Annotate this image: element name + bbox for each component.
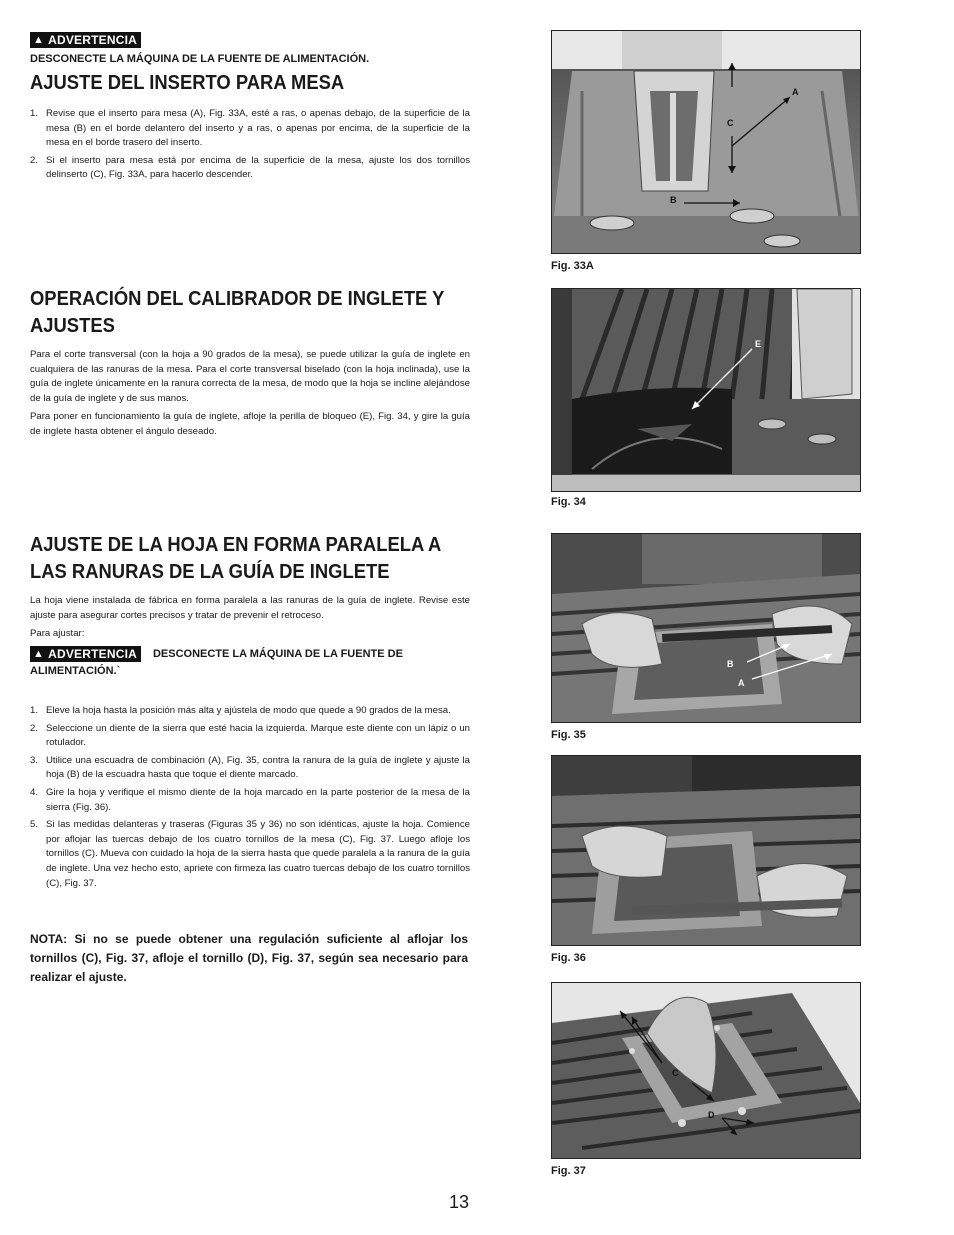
list-item: 2. Si el inserto para mesa está por encima de la superficie de la mesa, ajuste los dos tornillos delinserto (C), Fig. 33A, para hacerlo descender. [30,154,470,181]
disconnect-warning-text: DESCONECTE LA MÁQUINA DE LA FUENTE DE [152,648,403,660]
callout-label-b: B [727,659,734,669]
callout-label-d: D [708,1110,715,1120]
warning-badge: ▲ ADVERTENCIA [30,30,141,48]
page-number: 13 [449,1192,470,1212]
warning-triangle-icon: ▲ [33,648,45,660]
warning-badge: ▲ ADVERTENCIA [30,646,141,662]
section-title-insert: AJUSTE DEL INSERTO PARA MESA [30,72,345,94]
figure-34-caption: Fig. 34 [551,496,586,508]
blade-para-1: La hoja viene instalada de fábrica en forma paralela a las ranuras de la guía de inglete. Revise este ajuste para asegurar cortes precisos y tratar de prevenir el retroceso. [30,595,470,621]
callout-label-b: B [670,195,677,205]
figure-35-photo [551,533,861,723]
callout-label-c: C [727,118,734,128]
disconnect-warning-text: DESCONECTE LA MÁQUINA DE LA FUENTE DE ALIMENTACIÓN. [30,53,370,65]
blade-body [30,594,470,646]
figure-36-caption: Fig. 36 [551,952,586,964]
miter-para-1: Para el corte transversal (con la hoja a 90 grados de la mesa), se puede utilizar la guía de inglete en cualquiera de las ranuras de la mesa. Para el corte transversal biselado (con la hoja inclinada), use la guía de inglete únicamente en la ranura correcta de la mesa, de modo que la hoja se incline alejándose de la guía de inglete y de sus manos. [30,349,471,404]
figure-33a-caption: Fig. 33A [551,260,594,272]
callout-label-e: E [755,339,762,349]
blade-steps-list [30,704,470,894]
callout-label-a: A [792,87,799,97]
callout-label-a: A [738,678,745,688]
callout-label-c: C [672,1068,679,1078]
miter-body [30,348,470,444]
list-item: 5. Si las medidas delanteras y traseras (Figuras 35 y 36) no son idénticas, ajuste la hoja. Comience por aflojar las tuercas debajo de los cuatro tornillos de la mesa (C), Fig. 37. Luego afloje los tornillos (C). Mueva con cuidado la hoja de la sierra hasta que quede paralela a la ranura de la guía de inglete. Una vez hecho esto, apriete con firmeza las cuatro tuercas debajo de los cuatro tornillos (C), Fig. 37. [30,819,470,889]
list-item: 3. Utilice una escuadra de combinación (A), Fig. 35, contra la ranura de la guía de inglete y ajuste la hoja (B) de la escuadra hasta que toque el diente marcado. [30,754,470,781]
list-item: 1. Eleve la hoja hasta la posición más alta y ajústela de modo que quede a 90 grados de la mesa. [30,705,451,716]
figure-37-caption: Fig. 37 [551,1165,586,1177]
disconnect-warning-text-cont: ALIMENTACIÓN.` [30,665,121,677]
warning-triangle-icon: ▲ [33,34,45,46]
nota-paragraph: NOTA: Si no se puede obtener una regulación suficiente al aflojar los tornillos (C), Fig. 37, afloje el tornillo (D), Fig. 37, según sea necesario para realizar el ajuste. [30,932,468,984]
insert-steps-list [30,107,470,186]
warning-block-2 [30,646,470,678]
miter-para-2: Para poner en funcionamiento la guía de inglete, afloje la perilla de bloqueo (E), Fig. 34, y gire la guía de inglete hasta obtener el ángulo deseado. [30,411,470,437]
figure-33a-photo [551,30,861,254]
blade-para-2: Para ajustar: [30,628,85,640]
figure-37-photo [551,982,861,1159]
section-title-blade-parallel: AJUSTE DE LA HOJA EN FORMA PARALELA A LAS RANURAS DE LA GUÍA DE INGLETE [30,534,442,583]
figure-34-photo [551,288,861,492]
figure-36-photo [551,755,861,946]
list-item: 4. Gire la hoja y verifique el mismo diente de la hoja marcado en la parte posterior de la mesa de la sierra (Fig. 36). [30,786,470,813]
list-item: 1. Revise que el inserto para mesa (A), Fig. 33A, esté a ras, o apenas debajo, de la superficie de la mesa (B) en el borde delantero del inserto y a ras, o apenas por encima, de la superficie de la mesa en el borde trasero del inserto. [30,108,470,149]
figure-35-caption: Fig. 35 [551,729,586,741]
list-item: 2. Seleccione un diente de la sierra que esté hacia la izquierda. Marque este diente con un lápiz o un rotulador. [30,722,470,749]
section-title-miter: OPERACIÓN DEL CALIBRADOR DE INGLETE Y AJUSTES [30,288,445,337]
